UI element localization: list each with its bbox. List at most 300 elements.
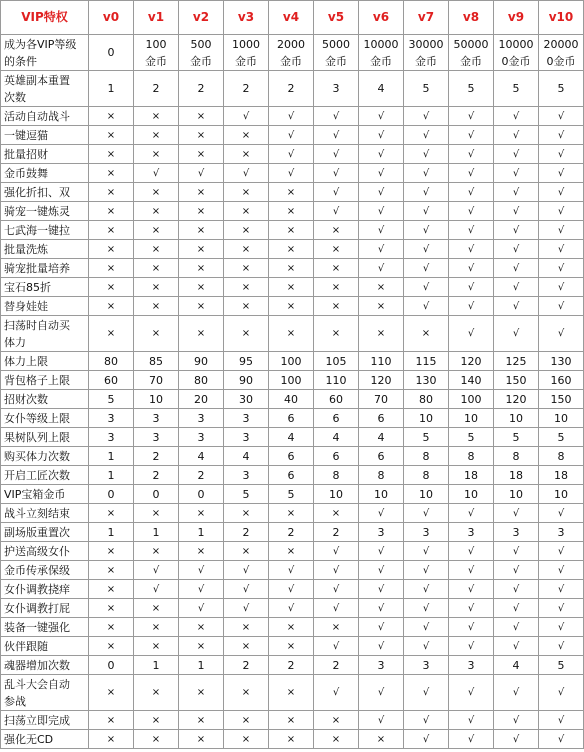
privilege-value: 5000 金币 — [314, 35, 359, 71]
privilege-value: 60 — [89, 371, 134, 390]
privilege-value: 100 金币 — [134, 35, 179, 71]
privilege-value: 18 — [449, 466, 494, 485]
privilege-value: × — [179, 542, 224, 561]
privilege-value: √ — [539, 259, 584, 278]
privilege-name: 替身娃娃 — [1, 297, 89, 316]
privilege-value: 2 — [134, 447, 179, 466]
privilege-name: 扫荡立即完成 — [1, 711, 89, 730]
privilege-value: √ — [539, 580, 584, 599]
table-row — [1, 145, 584, 164]
privilege-value: × — [89, 126, 134, 145]
privilege-value: 8 — [539, 447, 584, 466]
privilege-value: × — [359, 297, 404, 316]
privilege-value: × — [89, 278, 134, 297]
privilege-value: √ — [314, 164, 359, 183]
privilege-value: × — [134, 126, 179, 145]
privilege-value: √ — [404, 542, 449, 561]
table-row — [1, 504, 584, 523]
privilege-value: √ — [539, 599, 584, 618]
privilege-value: √ — [449, 711, 494, 730]
privilege-value: 4 — [314, 428, 359, 447]
header-title: VIP特权 — [1, 1, 89, 35]
header-level: v1 — [134, 1, 179, 35]
privilege-value: × — [314, 278, 359, 297]
privilege-value: 8 — [404, 447, 449, 466]
privilege-value: √ — [359, 637, 404, 656]
privilege-value: 2 — [179, 71, 224, 107]
table-row — [1, 580, 584, 599]
privilege-name: 女仆调教挠痒 — [1, 580, 89, 599]
privilege-value: √ — [404, 107, 449, 126]
privilege-value: √ — [314, 561, 359, 580]
privilege-value: 5 — [404, 428, 449, 447]
privilege-value: √ — [359, 675, 404, 711]
privilege-value: 3 — [539, 523, 584, 542]
privilege-value: 1 — [179, 523, 224, 542]
privilege-value: √ — [539, 145, 584, 164]
privilege-value: × — [134, 259, 179, 278]
privilege-value: 3 — [224, 428, 269, 447]
table-row — [1, 183, 584, 202]
privilege-value: × — [269, 504, 314, 523]
privilege-value: √ — [494, 711, 539, 730]
privilege-name: 护送高级女仆 — [1, 542, 89, 561]
privilege-value: √ — [539, 711, 584, 730]
privilege-name: 成为各VIP等级 的条件 — [1, 35, 89, 71]
privilege-name: 七武海一键拉 — [1, 221, 89, 240]
privilege-value: √ — [449, 637, 494, 656]
privilege-value: √ — [449, 599, 494, 618]
privilege-value: × — [89, 259, 134, 278]
privilege-value: 10000 金币 — [359, 35, 404, 71]
privilege-value: √ — [539, 164, 584, 183]
privilege-value: × — [179, 259, 224, 278]
privilege-value: 3 — [224, 466, 269, 485]
privilege-value: × — [89, 145, 134, 164]
privilege-value: × — [89, 711, 134, 730]
privilege-value: × — [179, 183, 224, 202]
privilege-value: √ — [404, 297, 449, 316]
privilege-value: 130 — [404, 371, 449, 390]
privilege-value: 2000 金币 — [269, 35, 314, 71]
table-row — [1, 485, 584, 504]
privilege-value: √ — [494, 126, 539, 145]
privilege-value: × — [179, 145, 224, 164]
privilege-value: √ — [539, 126, 584, 145]
privilege-value: √ — [314, 202, 359, 221]
privilege-value: √ — [449, 126, 494, 145]
privilege-value: 4 — [359, 71, 404, 107]
privilege-value: × — [179, 297, 224, 316]
header-row — [1, 1, 584, 35]
privilege-name: 魂器增加次数 — [1, 656, 89, 675]
privilege-value: √ — [539, 561, 584, 580]
privilege-value: 115 — [404, 352, 449, 371]
privilege-value: √ — [449, 618, 494, 637]
privilege-value: √ — [269, 107, 314, 126]
table-row — [1, 637, 584, 656]
table-row — [1, 35, 584, 71]
table-row — [1, 71, 584, 107]
privilege-value: 4 — [359, 428, 404, 447]
privilege-name: 骑宠批量培养 — [1, 259, 89, 278]
privilege-value: × — [89, 637, 134, 656]
privilege-name: 伙伴跟随 — [1, 637, 89, 656]
privilege-value: 2 — [224, 656, 269, 675]
privilege-value: √ — [134, 164, 179, 183]
privilege-value: √ — [449, 202, 494, 221]
privilege-value: √ — [314, 126, 359, 145]
privilege-value: √ — [224, 164, 269, 183]
privilege-name: 批量洗炼 — [1, 240, 89, 259]
header-level: v0 — [89, 1, 134, 35]
privilege-value: √ — [404, 730, 449, 749]
header-level: v8 — [449, 1, 494, 35]
privilege-value: √ — [539, 504, 584, 523]
privilege-value: 3 — [134, 428, 179, 447]
privilege-value: √ — [269, 164, 314, 183]
privilege-value: √ — [314, 599, 359, 618]
privilege-value: × — [134, 316, 179, 352]
table-row — [1, 599, 584, 618]
privilege-value: × — [89, 221, 134, 240]
privilege-value: √ — [539, 637, 584, 656]
header-level: v5 — [314, 1, 359, 35]
privilege-value: √ — [449, 145, 494, 164]
privilege-value: × — [269, 240, 314, 259]
privilege-value: × — [134, 504, 179, 523]
privilege-value: 10 — [404, 409, 449, 428]
privilege-value: 4 — [269, 428, 314, 447]
privilege-value: × — [134, 618, 179, 637]
privilege-value: × — [224, 126, 269, 145]
privilege-value: √ — [539, 107, 584, 126]
privilege-value: 500 金币 — [179, 35, 224, 71]
privilege-value: × — [89, 504, 134, 523]
privilege-value: 5 — [404, 71, 449, 107]
privilege-value: 120 — [359, 371, 404, 390]
privilege-value: √ — [404, 599, 449, 618]
privilege-value: 6 — [269, 409, 314, 428]
privilege-value: 70 — [359, 390, 404, 409]
privilege-value: × — [89, 183, 134, 202]
privilege-value: √ — [224, 107, 269, 126]
privilege-value: √ — [494, 278, 539, 297]
privilege-value: 3 — [179, 428, 224, 447]
privilege-name: 果树队列上限 — [1, 428, 89, 447]
privilege-value: √ — [494, 259, 539, 278]
privilege-value: √ — [179, 580, 224, 599]
privilege-value: × — [89, 599, 134, 618]
table-row — [1, 466, 584, 485]
privilege-value: √ — [539, 221, 584, 240]
privilege-value: √ — [539, 240, 584, 259]
privilege-value: × — [179, 618, 224, 637]
privilege-value: √ — [449, 504, 494, 523]
privilege-value: × — [89, 618, 134, 637]
privilege-value: √ — [494, 599, 539, 618]
privilege-name: 女仆等级上限 — [1, 409, 89, 428]
privilege-value: × — [224, 183, 269, 202]
privilege-name: 副场版重置次 — [1, 523, 89, 542]
privilege-value: × — [179, 240, 224, 259]
privilege-value: 0 — [89, 656, 134, 675]
privilege-value: × — [269, 316, 314, 352]
privilege-value: 70 — [134, 371, 179, 390]
privilege-value: √ — [269, 561, 314, 580]
privilege-value: 5 — [224, 485, 269, 504]
privilege-value: 3 — [359, 656, 404, 675]
privilege-name: 背包格子上限 — [1, 371, 89, 390]
privilege-value: × — [314, 730, 359, 749]
privilege-value: 130 — [539, 352, 584, 371]
privilege-value: √ — [449, 278, 494, 297]
privilege-value: √ — [494, 504, 539, 523]
privilege-value: 3 — [359, 523, 404, 542]
privilege-name: 扫荡时自动买 体力 — [1, 316, 89, 352]
privilege-value: √ — [494, 637, 539, 656]
privilege-value: √ — [359, 618, 404, 637]
privilege-value: 100 — [269, 352, 314, 371]
privilege-value: √ — [404, 637, 449, 656]
table-row — [1, 656, 584, 675]
privilege-value: × — [359, 730, 404, 749]
privilege-value: 3 — [449, 656, 494, 675]
header-level: v10 — [539, 1, 584, 35]
privilege-name: 招财次数 — [1, 390, 89, 409]
privilege-value: √ — [224, 599, 269, 618]
privilege-value: 6 — [269, 447, 314, 466]
privilege-value: √ — [359, 221, 404, 240]
table-row — [1, 126, 584, 145]
privilege-value: × — [224, 730, 269, 749]
privilege-value: × — [314, 221, 359, 240]
privilege-value: × — [134, 675, 179, 711]
table-row — [1, 523, 584, 542]
privilege-value: 40 — [269, 390, 314, 409]
privilege-value: 0 — [89, 35, 134, 71]
privilege-value: √ — [359, 164, 404, 183]
privilege-value: × — [314, 240, 359, 259]
privilege-value: √ — [314, 145, 359, 164]
privilege-value: × — [179, 504, 224, 523]
privilege-value: × — [269, 637, 314, 656]
privilege-value: √ — [404, 504, 449, 523]
privilege-value: × — [224, 221, 269, 240]
privilege-value: √ — [404, 278, 449, 297]
table-row — [1, 371, 584, 390]
privilege-value: √ — [449, 297, 494, 316]
privilege-value: 5 — [539, 656, 584, 675]
table-row — [1, 730, 584, 749]
privilege-value: 8 — [404, 466, 449, 485]
privilege-value: × — [89, 107, 134, 126]
privilege-value: × — [224, 675, 269, 711]
table-row — [1, 202, 584, 221]
privilege-value: √ — [179, 164, 224, 183]
privilege-value: √ — [539, 297, 584, 316]
privilege-value: 2 — [314, 656, 359, 675]
privilege-value: √ — [224, 580, 269, 599]
privilege-value: 105 — [314, 352, 359, 371]
privilege-value: 4 — [179, 447, 224, 466]
privilege-value: 0 — [134, 485, 179, 504]
privilege-value: √ — [539, 278, 584, 297]
privilege-value: × — [224, 240, 269, 259]
table-body — [1, 35, 584, 749]
privilege-value: × — [314, 618, 359, 637]
privilege-value: 10 — [539, 485, 584, 504]
privilege-value: × — [134, 221, 179, 240]
privilege-value: 5 — [539, 428, 584, 447]
privilege-value: × — [179, 637, 224, 656]
privilege-value: √ — [494, 675, 539, 711]
privilege-value: 2 — [269, 656, 314, 675]
privilege-value: 3 — [89, 409, 134, 428]
table-row — [1, 316, 584, 352]
table-row — [1, 259, 584, 278]
privilege-value: √ — [494, 561, 539, 580]
privilege-value: × — [134, 599, 179, 618]
privilege-value: √ — [404, 183, 449, 202]
privilege-value: √ — [359, 126, 404, 145]
privilege-value: 20000 0金币 — [539, 35, 584, 71]
privilege-value: 2 — [224, 523, 269, 542]
privilege-name: 一键逗猫 — [1, 126, 89, 145]
header-level: v6 — [359, 1, 404, 35]
privilege-value: × — [89, 240, 134, 259]
privilege-value: × — [179, 278, 224, 297]
privilege-value: 120 — [494, 390, 539, 409]
table-row — [1, 390, 584, 409]
privilege-value: × — [359, 316, 404, 352]
privilege-value: × — [404, 316, 449, 352]
privilege-name: 乱斗大会自动 参战 — [1, 675, 89, 711]
privilege-value: 5 — [449, 428, 494, 447]
privilege-value: 6 — [314, 447, 359, 466]
privilege-value: × — [179, 675, 224, 711]
privilege-value: √ — [494, 221, 539, 240]
privilege-value: √ — [404, 561, 449, 580]
privilege-value: 30000 金币 — [404, 35, 449, 71]
privilege-value: 3 — [449, 523, 494, 542]
table-row — [1, 297, 584, 316]
privilege-value: × — [224, 711, 269, 730]
privilege-value: √ — [359, 561, 404, 580]
privilege-value: 2 — [269, 523, 314, 542]
privilege-value: 160 — [539, 371, 584, 390]
privilege-value: 5 — [89, 390, 134, 409]
table-row — [1, 561, 584, 580]
privilege-value: 6 — [359, 409, 404, 428]
table-row — [1, 409, 584, 428]
privilege-value: √ — [494, 316, 539, 352]
header-level: v9 — [494, 1, 539, 35]
privilege-value: 8 — [359, 466, 404, 485]
privilege-value: √ — [404, 164, 449, 183]
privilege-value: 3 — [404, 656, 449, 675]
privilege-value: 2 — [269, 71, 314, 107]
privilege-value: √ — [494, 730, 539, 749]
privilege-value: 85 — [134, 352, 179, 371]
privilege-value: 8 — [314, 466, 359, 485]
privilege-value: √ — [359, 259, 404, 278]
privilege-value: 3 — [179, 409, 224, 428]
privilege-value: √ — [449, 240, 494, 259]
privilege-value: × — [314, 316, 359, 352]
privilege-value: × — [224, 202, 269, 221]
privilege-value: √ — [494, 202, 539, 221]
privilege-value: × — [314, 259, 359, 278]
privilege-value: × — [224, 316, 269, 352]
privilege-name: 金币传承保级 — [1, 561, 89, 580]
privilege-name: 英雄副本重置 次数 — [1, 71, 89, 107]
privilege-value: √ — [404, 202, 449, 221]
privilege-value: 1 — [134, 656, 179, 675]
privilege-value: 2 — [134, 71, 179, 107]
privilege-value: 10 — [494, 485, 539, 504]
privilege-value: 10 — [314, 485, 359, 504]
table-row — [1, 447, 584, 466]
privilege-value: 3 — [404, 523, 449, 542]
privilege-value: × — [269, 675, 314, 711]
privilege-value: × — [224, 297, 269, 316]
privilege-value: √ — [449, 675, 494, 711]
privilege-value: 1 — [179, 656, 224, 675]
privilege-value: √ — [269, 599, 314, 618]
privilege-value: √ — [494, 580, 539, 599]
privilege-value: × — [89, 542, 134, 561]
privilege-value: √ — [404, 126, 449, 145]
privilege-value: × — [134, 297, 179, 316]
header-level: v4 — [269, 1, 314, 35]
privilege-value: × — [269, 711, 314, 730]
privilege-value: 0 — [89, 485, 134, 504]
privilege-value: × — [134, 278, 179, 297]
privilege-value: √ — [134, 561, 179, 580]
privilege-value: × — [269, 618, 314, 637]
privilege-name: 战斗立刻结束 — [1, 504, 89, 523]
privilege-value: × — [224, 259, 269, 278]
privilege-value: 80 — [404, 390, 449, 409]
privilege-value: √ — [404, 240, 449, 259]
privilege-value: × — [89, 675, 134, 711]
privilege-name: 宝石85折 — [1, 278, 89, 297]
privilege-value: 5 — [449, 71, 494, 107]
privilege-value: √ — [359, 580, 404, 599]
privilege-value: × — [134, 711, 179, 730]
privilege-value: √ — [449, 259, 494, 278]
privilege-name: 金币鼓舞 — [1, 164, 89, 183]
privilege-value: √ — [449, 316, 494, 352]
privilege-value: 2 — [179, 466, 224, 485]
privilege-value: 1 — [89, 466, 134, 485]
privilege-value: 18 — [539, 466, 584, 485]
table-row — [1, 164, 584, 183]
privilege-value: 2 — [134, 466, 179, 485]
table-row — [1, 221, 584, 240]
privilege-value: 18 — [494, 466, 539, 485]
privilege-name: 批量招财 — [1, 145, 89, 164]
privilege-value: √ — [179, 599, 224, 618]
header-level: v2 — [179, 1, 224, 35]
privilege-value: × — [179, 126, 224, 145]
privilege-value: × — [179, 711, 224, 730]
privilege-value: × — [314, 711, 359, 730]
privilege-value: √ — [404, 618, 449, 637]
privilege-value: √ — [449, 580, 494, 599]
privilege-value: √ — [449, 221, 494, 240]
